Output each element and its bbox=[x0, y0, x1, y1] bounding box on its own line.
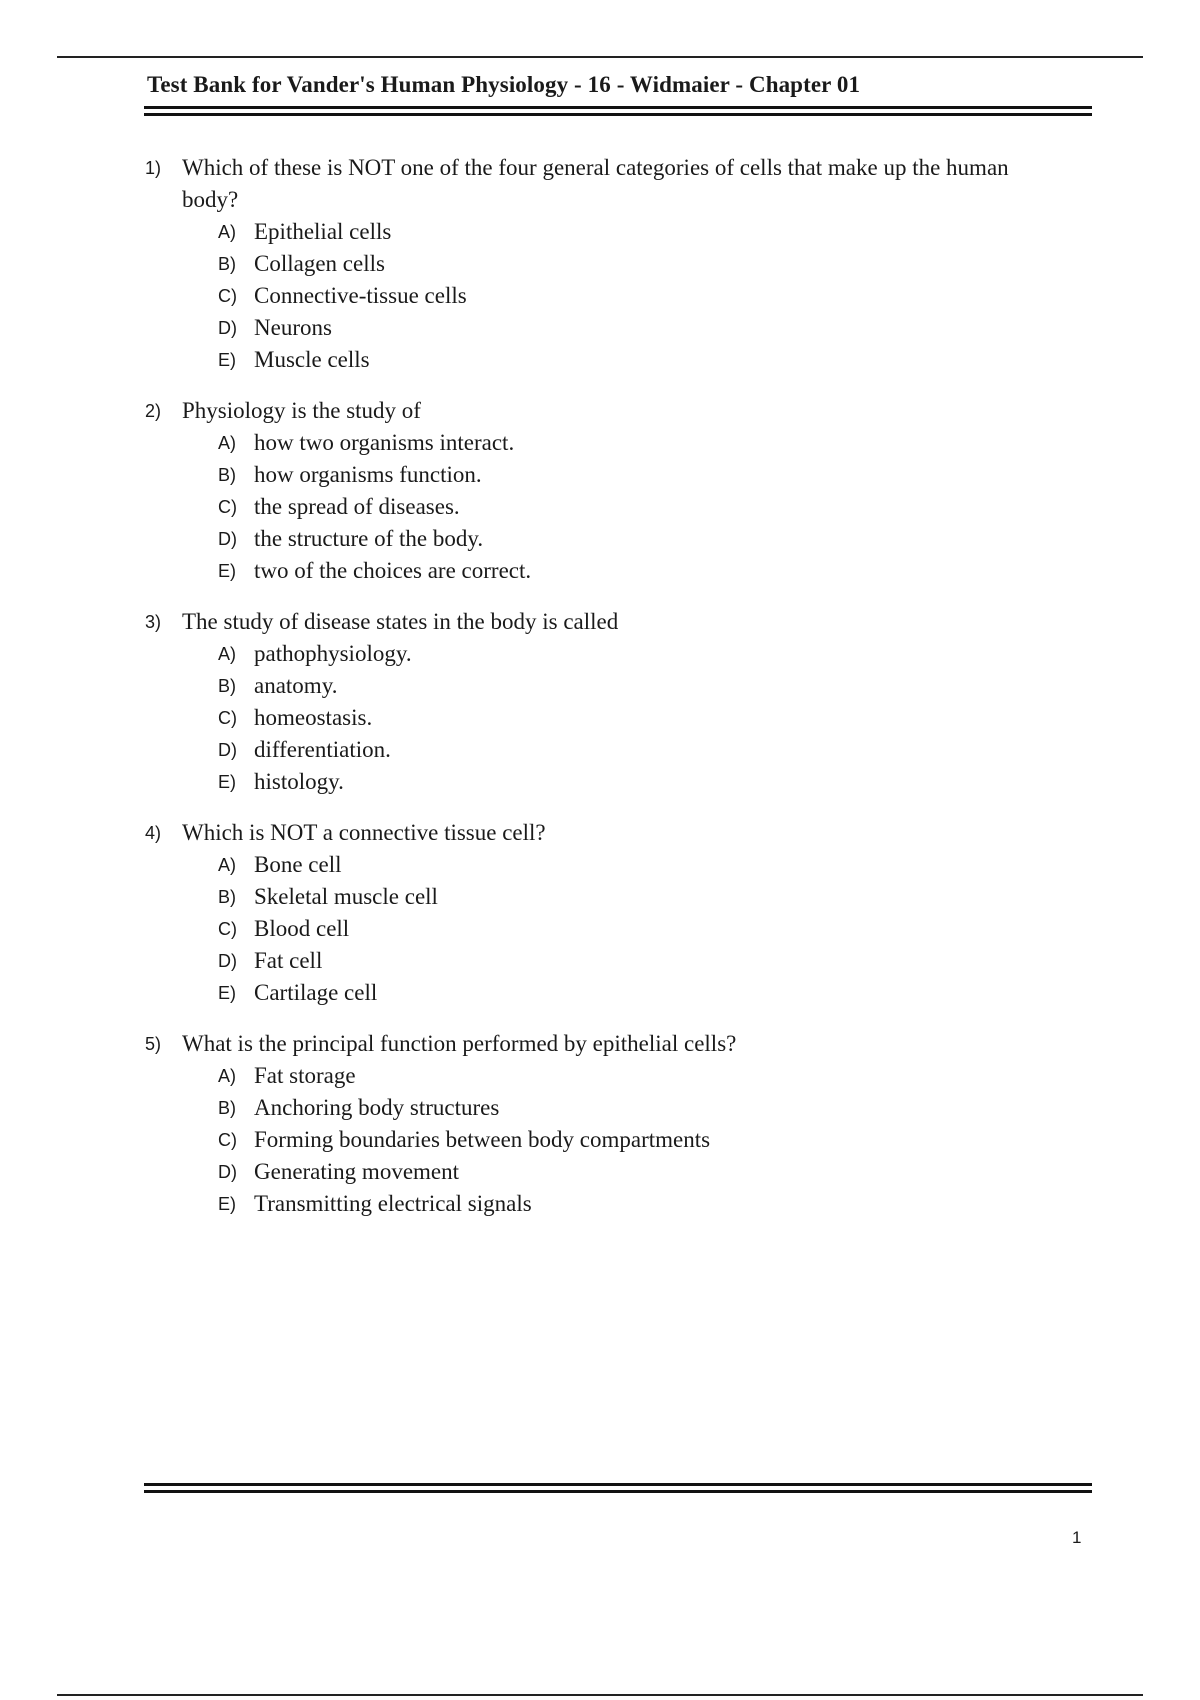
question-number: 2) bbox=[145, 401, 162, 421]
header-double-rule bbox=[144, 106, 1092, 116]
answer-choice-a bbox=[218, 1060, 1065, 1092]
choice-text: Neurons bbox=[254, 315, 332, 340]
choice-text: Blood cell bbox=[254, 916, 350, 941]
choice-text: Connective-tissue cells bbox=[254, 283, 467, 308]
choice-text: two of the choices are correct. bbox=[254, 558, 532, 583]
choice-letter: A) bbox=[218, 433, 236, 453]
answer-choice-c bbox=[218, 280, 1065, 312]
question-text: The study of disease states in the body is called bbox=[182, 609, 619, 634]
answer-choice-d bbox=[218, 1156, 1065, 1188]
page-bottom-rule bbox=[57, 1694, 1143, 1696]
choice-letter: D) bbox=[218, 318, 237, 338]
question-text: Physiology is the study of bbox=[182, 398, 421, 423]
answer-choice-d bbox=[218, 945, 1065, 977]
choice-letter: D) bbox=[218, 529, 237, 549]
choice-text: how organisms function. bbox=[254, 462, 482, 487]
choice-letter: E) bbox=[218, 350, 236, 370]
answer-choice-c bbox=[218, 491, 1065, 523]
choice-text: homeostasis. bbox=[254, 705, 373, 730]
question-text: Which is NOT a connective tissue cell? bbox=[182, 820, 546, 845]
answer-choice-e bbox=[218, 977, 1065, 1009]
page-number: 1 bbox=[1072, 1528, 1082, 1547]
question-4 bbox=[145, 817, 1065, 1009]
choice-letter: B) bbox=[218, 465, 236, 485]
choice-text: Transmitting electrical signals bbox=[254, 1191, 532, 1216]
question-number: 4) bbox=[145, 823, 162, 843]
answer-choice-b bbox=[218, 459, 1065, 491]
footer-double-rule bbox=[144, 1483, 1092, 1493]
choice-text: Bone cell bbox=[254, 852, 342, 877]
choice-letter: B) bbox=[218, 887, 236, 907]
question-text: What is the principal function performed by epithelial cells? bbox=[182, 1031, 737, 1056]
answer-choice-b bbox=[218, 881, 1065, 913]
choice-letter: B) bbox=[218, 254, 236, 274]
answer-choice-b bbox=[218, 248, 1065, 280]
question-text: Which of these is NOT one of the four general categories of cells that make up the human body? bbox=[182, 155, 1009, 212]
answer-choice-e bbox=[218, 766, 1065, 798]
choice-letter: B) bbox=[218, 676, 236, 696]
choice-letter: A) bbox=[218, 222, 236, 242]
document-title: Test Bank for Vander's Human Physiology - 16 - Widmaier - Chapter 01 bbox=[147, 72, 861, 97]
answer-choices bbox=[145, 216, 1065, 376]
choice-text: Skeletal muscle cell bbox=[254, 884, 438, 909]
choice-text: the spread of diseases. bbox=[254, 494, 460, 519]
choice-text: the structure of the body. bbox=[254, 526, 484, 551]
choice-text: Fat cell bbox=[254, 948, 323, 973]
question-3 bbox=[145, 606, 1065, 798]
choice-letter: C) bbox=[218, 919, 237, 939]
choice-text: Collagen cells bbox=[254, 251, 385, 276]
choice-text: Fat storage bbox=[254, 1063, 356, 1088]
choice-text: differentiation. bbox=[254, 737, 391, 762]
answer-choices bbox=[145, 849, 1065, 1009]
choice-letter: C) bbox=[218, 286, 237, 306]
answer-choice-c bbox=[218, 1124, 1065, 1156]
choice-text: Muscle cells bbox=[254, 347, 370, 372]
choice-text: how two organisms interact. bbox=[254, 430, 515, 455]
page-top-rule bbox=[57, 56, 1143, 58]
choice-letter: A) bbox=[218, 855, 236, 875]
choice-letter: C) bbox=[218, 497, 237, 517]
answer-choice-b bbox=[218, 1092, 1065, 1124]
choice-letter: A) bbox=[218, 644, 236, 664]
choice-text: Epithelial cells bbox=[254, 219, 392, 244]
choice-text: Forming boundaries between body compartments bbox=[254, 1127, 711, 1152]
choice-letter: D) bbox=[218, 1162, 237, 1182]
answer-choice-b bbox=[218, 670, 1065, 702]
answer-choice-e bbox=[218, 555, 1065, 587]
answer-choice-a bbox=[218, 849, 1065, 881]
answer-choices bbox=[145, 427, 1065, 587]
choice-text: Cartilage cell bbox=[254, 980, 378, 1005]
choice-text: Anchoring body structures bbox=[254, 1095, 500, 1120]
answer-choices bbox=[145, 638, 1065, 798]
answer-choice-c bbox=[218, 913, 1065, 945]
question-2 bbox=[145, 395, 1065, 587]
question-number: 3) bbox=[145, 612, 162, 632]
choice-text: Generating movement bbox=[254, 1159, 460, 1184]
choice-letter: E) bbox=[218, 772, 236, 792]
question-list bbox=[145, 152, 1065, 1239]
choice-letter: D) bbox=[218, 951, 237, 971]
choice-text: pathophysiology. bbox=[254, 641, 412, 666]
choice-letter: B) bbox=[218, 1098, 236, 1118]
question-5 bbox=[145, 1028, 1065, 1220]
choice-letter: E) bbox=[218, 983, 236, 1003]
question-1 bbox=[145, 152, 1065, 376]
choice-letter: C) bbox=[218, 708, 237, 728]
choice-letter: D) bbox=[218, 740, 237, 760]
answer-choice-a bbox=[218, 216, 1065, 248]
answer-choice-c bbox=[218, 702, 1065, 734]
choice-letter: E) bbox=[218, 1194, 236, 1214]
choice-text: histology. bbox=[254, 769, 344, 794]
question-number: 1) bbox=[145, 158, 162, 178]
choice-letter: E) bbox=[218, 561, 236, 581]
answer-choice-e bbox=[218, 344, 1065, 376]
answer-choice-d bbox=[218, 312, 1065, 344]
question-number: 5) bbox=[145, 1034, 162, 1054]
answer-choice-a bbox=[218, 638, 1065, 670]
answer-choice-d bbox=[218, 734, 1065, 766]
answer-choices bbox=[145, 1060, 1065, 1220]
choice-letter: A) bbox=[218, 1066, 236, 1086]
choice-letter: C) bbox=[218, 1130, 237, 1150]
answer-choice-e bbox=[218, 1188, 1065, 1220]
answer-choice-d bbox=[218, 523, 1065, 555]
choice-text: anatomy. bbox=[254, 673, 338, 698]
answer-choice-a bbox=[218, 427, 1065, 459]
